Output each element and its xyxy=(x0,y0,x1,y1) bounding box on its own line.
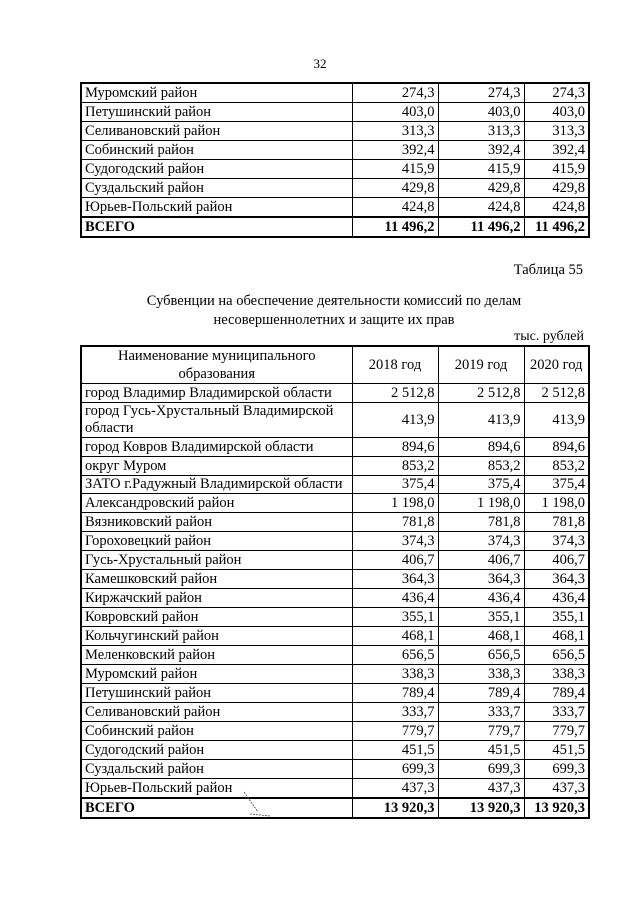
cell-v2018: 656,5 xyxy=(352,646,438,665)
cell-municipality: город Гусь-Хрустальный Владимирской области xyxy=(81,403,352,438)
cell-municipality: Судогодский район xyxy=(81,160,352,179)
cell-v2019: 468,1 xyxy=(438,627,524,646)
header-2020: 2020 год xyxy=(524,346,589,384)
total-v2020: 13 920,3 xyxy=(524,798,589,818)
total-v2018: 13 920,3 xyxy=(352,798,438,818)
cell-v2018: 355,1 xyxy=(352,608,438,627)
cell-v2019: 313,3 xyxy=(438,122,524,141)
cell-v2019: 415,9 xyxy=(438,160,524,179)
cell-v2019: 789,4 xyxy=(438,684,524,703)
table-row xyxy=(81,384,589,403)
cell-v2019: 413,9 xyxy=(438,403,524,438)
cell-v2018: 333,7 xyxy=(352,703,438,722)
cell-v2020: 699,3 xyxy=(524,760,589,779)
cell-municipality: ЗАТО г.Радужный Владимирской области xyxy=(81,476,352,494)
cell-municipality: Судогодский район xyxy=(81,741,352,760)
cell-v2019: 374,3 xyxy=(438,532,524,551)
total-v2019: 11 496,2 xyxy=(438,217,524,237)
cell-v2019: 656,5 xyxy=(438,646,524,665)
cell-municipality: Собинский район xyxy=(81,722,352,741)
table-row xyxy=(81,741,589,760)
cell-municipality: Петушинский район xyxy=(81,103,352,122)
cell-municipality: Меленковский район xyxy=(81,646,352,665)
cell-v2020: 853,2 xyxy=(524,457,589,476)
cell-v2019: 333,7 xyxy=(438,703,524,722)
cell-v2019: 699,3 xyxy=(438,760,524,779)
table-row xyxy=(81,122,589,141)
cell-municipality: Гороховецкий район xyxy=(81,532,352,551)
cell-municipality: город Ковров Владимирской области xyxy=(81,438,352,457)
cell-municipality: Суздальский район xyxy=(81,760,352,779)
table-row xyxy=(81,760,589,779)
total-v2020: 11 496,2 xyxy=(524,217,589,237)
total-label: ВСЕГО xyxy=(81,798,352,818)
cell-v2018: 699,3 xyxy=(352,760,438,779)
cell-municipality: Петушинский район xyxy=(81,684,352,703)
cell-v2018: 853,2 xyxy=(352,457,438,476)
header-name xyxy=(81,346,352,384)
cell-v2020: 392,4 xyxy=(524,141,589,160)
cell-v2019: 403,0 xyxy=(438,103,524,122)
cell-v2020: 374,3 xyxy=(524,532,589,551)
cell-v2018: 375,4 xyxy=(352,476,438,494)
header-row xyxy=(81,346,589,384)
cell-municipality: Муромский район xyxy=(81,83,352,103)
cell-municipality: округ Муром xyxy=(81,457,352,476)
cell-v2020: 313,3 xyxy=(524,122,589,141)
cell-v2019: 1 198,0 xyxy=(438,494,524,513)
table-row xyxy=(81,198,589,218)
cell-municipality: Гусь-Хрустальный район xyxy=(81,551,352,570)
cell-v2018: 392,4 xyxy=(352,141,438,160)
cell-v2018: 2 512,8 xyxy=(352,384,438,403)
cell-municipality: Селивановский район xyxy=(81,122,352,141)
cell-v2018: 415,9 xyxy=(352,160,438,179)
pen-mark-icon xyxy=(236,790,276,826)
cell-municipality: Юрьев-Польский район xyxy=(81,198,352,218)
cell-v2020: 779,7 xyxy=(524,722,589,741)
cell-v2018: 274,3 xyxy=(352,83,438,103)
cell-v2018: 451,5 xyxy=(352,741,438,760)
cell-municipality: Селивановский район xyxy=(81,703,352,722)
cell-v2018: 313,3 xyxy=(352,122,438,141)
cell-v2020: 468,1 xyxy=(524,627,589,646)
cell-v2019: 424,8 xyxy=(438,198,524,218)
table-row xyxy=(81,608,589,627)
cell-municipality: Юрьев-Польский район xyxy=(81,779,352,799)
cell-v2019: 429,8 xyxy=(438,179,524,198)
cell-v2018: 406,7 xyxy=(352,551,438,570)
continued-table xyxy=(80,82,590,238)
cell-v2019: 451,5 xyxy=(438,741,524,760)
cell-v2020: 451,5 xyxy=(524,741,589,760)
cell-municipality: город Владимир Владимирской области xyxy=(81,384,352,403)
table-row xyxy=(81,532,589,551)
table-row xyxy=(81,627,589,646)
cell-v2019: 779,7 xyxy=(438,722,524,741)
cell-municipality: Собинский район xyxy=(81,141,352,160)
cell-v2019: 338,3 xyxy=(438,665,524,684)
cell-v2018: 779,7 xyxy=(352,722,438,741)
table-row xyxy=(81,684,589,703)
cell-v2020: 789,4 xyxy=(524,684,589,703)
header-name-line: образования xyxy=(178,366,255,382)
cell-v2019: 375,4 xyxy=(438,476,524,494)
table-row xyxy=(81,646,589,665)
table-row xyxy=(81,779,589,799)
cell-v2020: 424,8 xyxy=(524,198,589,218)
page-number: 32 xyxy=(313,56,327,71)
cell-v2018: 413,9 xyxy=(352,403,438,438)
units-label: тыс. рублей xyxy=(514,329,584,344)
cell-v2020: 413,9 xyxy=(524,403,589,438)
table-row xyxy=(81,103,589,122)
cell-v2020: 1 198,0 xyxy=(524,494,589,513)
cell-municipality: Ковровский район xyxy=(81,608,352,627)
header-2018: 2018 год xyxy=(352,346,438,384)
table-row xyxy=(81,494,589,513)
cell-v2018: 781,8 xyxy=(352,513,438,532)
cell-municipality: Александровский район xyxy=(81,494,352,513)
table-row xyxy=(81,703,589,722)
header-name-line: Наименование муниципального xyxy=(118,348,316,364)
cell-v2020: 274,3 xyxy=(524,83,589,103)
cell-v2020: 375,4 xyxy=(524,476,589,494)
cell-v2019: 436,4 xyxy=(438,589,524,608)
cell-v2019: 894,6 xyxy=(438,438,524,457)
cell-v2019: 274,3 xyxy=(438,83,524,103)
cell-v2020: 333,7 xyxy=(524,703,589,722)
table-row xyxy=(81,589,589,608)
cell-v2018: 894,6 xyxy=(352,438,438,457)
cell-v2019: 781,8 xyxy=(438,513,524,532)
table-row xyxy=(81,83,589,103)
cell-v2020: 656,5 xyxy=(524,646,589,665)
table-row xyxy=(81,403,589,438)
cell-v2018: 436,4 xyxy=(352,589,438,608)
cell-v2020: 894,6 xyxy=(524,438,589,457)
cell-v2020: 437,3 xyxy=(524,779,589,799)
table-row xyxy=(81,570,589,589)
cell-v2019: 2 512,8 xyxy=(438,384,524,403)
cell-v2018: 429,8 xyxy=(352,179,438,198)
cell-v2018: 374,3 xyxy=(352,532,438,551)
cell-v2020: 364,3 xyxy=(524,570,589,589)
cell-v2020: 429,8 xyxy=(524,179,589,198)
table-row xyxy=(81,141,589,160)
cell-v2019: 392,4 xyxy=(438,141,524,160)
cell-v2020: 403,0 xyxy=(524,103,589,122)
cell-v2019: 853,2 xyxy=(438,457,524,476)
cell-v2018: 403,0 xyxy=(352,103,438,122)
table-row xyxy=(81,438,589,457)
cell-municipality: Суздальский район xyxy=(81,179,352,198)
cell-v2020: 436,4 xyxy=(524,589,589,608)
table-row xyxy=(81,457,589,476)
table-row xyxy=(81,179,589,198)
continued-table-body xyxy=(81,83,589,237)
cell-v2019: 406,7 xyxy=(438,551,524,570)
cell-v2018: 364,3 xyxy=(352,570,438,589)
cell-municipality: Киржачский район xyxy=(81,589,352,608)
total-label: ВСЕГО xyxy=(81,217,352,237)
table-row xyxy=(81,722,589,741)
table-row xyxy=(81,476,589,494)
total-row xyxy=(81,798,589,818)
cell-v2020: 781,8 xyxy=(524,513,589,532)
table-label: Таблица 55 xyxy=(513,262,583,278)
cell-v2019: 355,1 xyxy=(438,608,524,627)
cell-v2020: 355,1 xyxy=(524,608,589,627)
cell-v2018: 437,3 xyxy=(352,779,438,799)
cell-municipality: Вязниковский район xyxy=(81,513,352,532)
cell-v2019: 364,3 xyxy=(438,570,524,589)
subventions-table xyxy=(80,345,590,819)
header-2019: 2019 год xyxy=(438,346,524,384)
table-title-line: Субвенции на обеспечение деятельности комиссий по делам xyxy=(146,293,522,309)
cell-municipality: Камешковский район xyxy=(81,570,352,589)
cell-v2018: 338,3 xyxy=(352,665,438,684)
cell-municipality: Муромский район xyxy=(81,665,352,684)
table-title xyxy=(80,292,588,330)
table-row xyxy=(81,160,589,179)
cell-municipality: Кольчугинский район xyxy=(81,627,352,646)
total-v2018: 11 496,2 xyxy=(352,217,438,237)
cell-v2020: 2 512,8 xyxy=(524,384,589,403)
total-v2019: 13 920,3 xyxy=(438,798,524,818)
table-row xyxy=(81,551,589,570)
table-row xyxy=(81,665,589,684)
cell-v2018: 789,4 xyxy=(352,684,438,703)
subventions-table-body xyxy=(81,384,589,819)
cell-v2018: 468,1 xyxy=(352,627,438,646)
cell-v2020: 406,7 xyxy=(524,551,589,570)
table-row xyxy=(81,513,589,532)
cell-v2018: 1 198,0 xyxy=(352,494,438,513)
cell-v2020: 338,3 xyxy=(524,665,589,684)
cell-v2020: 415,9 xyxy=(524,160,589,179)
table-title-line: несовершеннолетних и защите их прав xyxy=(213,312,455,328)
cell-v2018: 424,8 xyxy=(352,198,438,218)
cell-v2019: 437,3 xyxy=(438,779,524,799)
total-row xyxy=(81,217,589,237)
